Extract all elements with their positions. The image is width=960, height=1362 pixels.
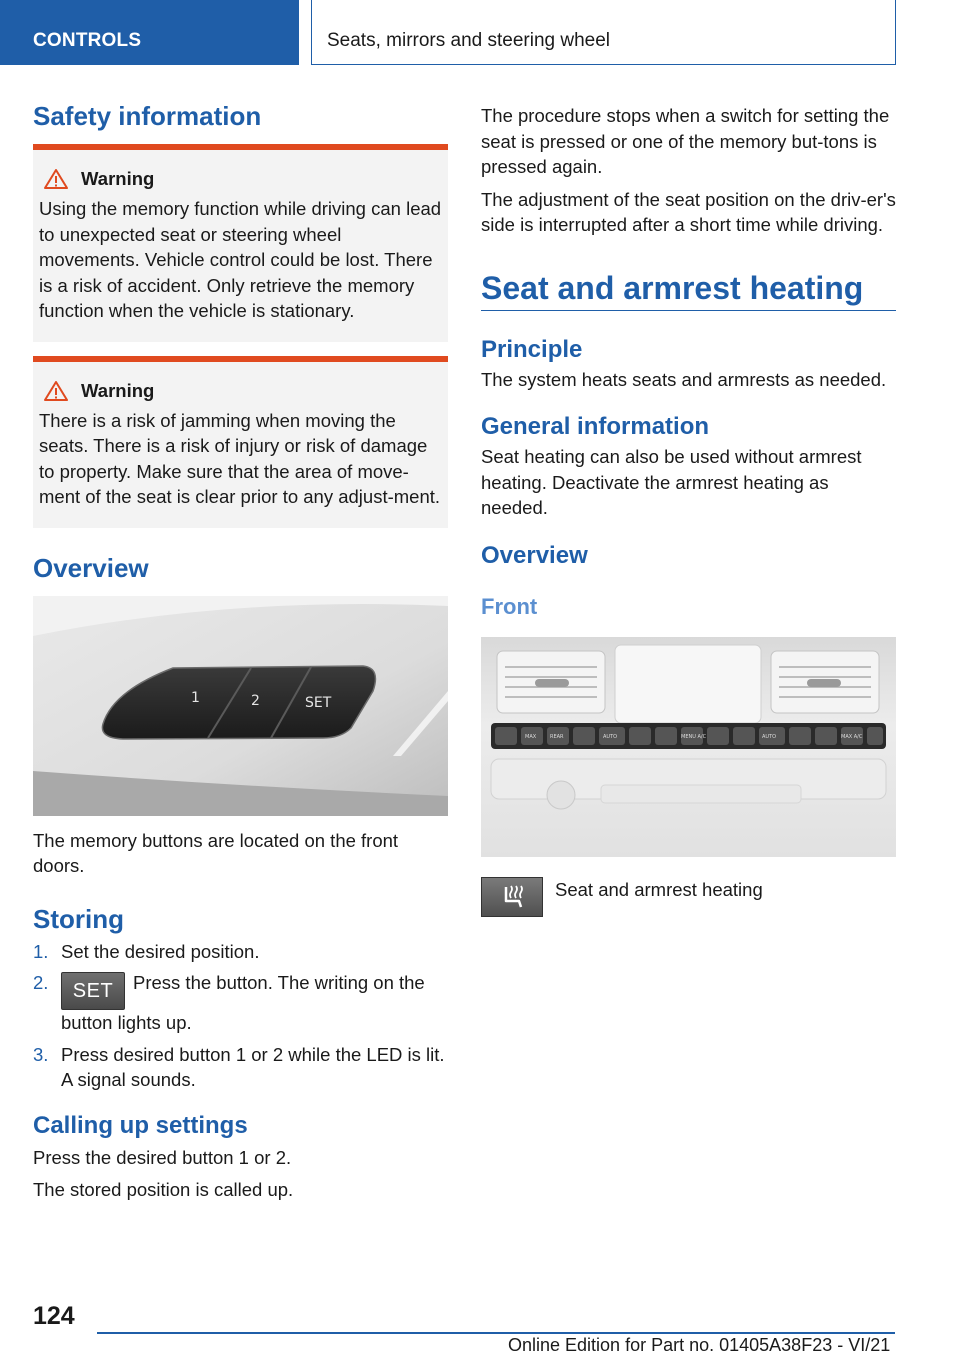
calling-title: Calling up settings: [33, 1111, 248, 1139]
step-number: 2.: [33, 972, 49, 993]
set-button-icon: SET: [61, 972, 125, 1010]
seat-heating-icon: [497, 883, 527, 911]
list-item: [33, 939, 448, 965]
page-number: 124: [33, 1302, 75, 1330]
principle-title: Principle: [481, 335, 583, 363]
overview-title-right: Overview: [481, 541, 588, 569]
warning-header: [43, 380, 442, 402]
warning-label: Warning: [81, 379, 155, 401]
panel-label-auto-left: AUTO: [603, 733, 618, 740]
list-item: [33, 1042, 448, 1093]
right-column: [481, 100, 896, 917]
safety-title: Safety information: [33, 101, 262, 131]
panel-label-max-ac: MAX A/C: [841, 733, 863, 740]
heating-title: Seat and armrest heating: [481, 269, 864, 306]
calling-text-1: Press the desired button 1 or 2.: [33, 1146, 292, 1168]
footer-divider: [97, 1332, 895, 1334]
list-item: [33, 970, 448, 1036]
memory-button-2-label: 2: [251, 692, 260, 709]
legend-row: [481, 877, 896, 917]
storing-steps: [33, 939, 448, 1093]
header-section-label: CONTROLS: [33, 30, 142, 51]
adjustment-text: The adjustment of the seat position on the driv-er's side is interrupted after a short time while driving.: [481, 188, 896, 235]
seat-heating-button-icon: [481, 877, 543, 917]
principle-text: The system heats seats and armrests as needed.: [481, 368, 887, 390]
left-column: [33, 100, 448, 1203]
calling-text-2: The stored position is called up.: [33, 1179, 294, 1200]
memory-buttons-photo: [33, 596, 448, 816]
panel-label-auto-right: AUTO: [762, 733, 777, 740]
header-chapter-box: [311, 0, 896, 65]
step-text: Press the button. The writing on the button lights up.: [61, 972, 425, 1033]
header-section-tab: [0, 0, 299, 65]
warning-triangle-icon: [43, 168, 69, 190]
climate-panel-photo: [481, 637, 896, 857]
warning-label: Warning: [81, 168, 155, 189]
heating-title-block: [481, 268, 896, 311]
warning-text: Using the memory function while driving can lead to unexpected seat or steering wheel movements. Vehicle control could be lost. There is a risk of accident. Only retrieve the memory function when the vehicle is stationary.: [39, 198, 442, 321]
warning-header: [43, 168, 442, 190]
step-number: 3.: [33, 1043, 49, 1065]
general-info-title: General information: [481, 413, 710, 440]
memory-button-set-label: SET: [305, 694, 332, 711]
panel-label-max: MAX: [525, 733, 537, 740]
overview-text: The memory buttons are located on the front doors.: [33, 829, 399, 876]
header-chapter-label: Seats, mirrors and steering wheel: [327, 30, 611, 51]
step-number: 1.: [33, 940, 49, 962]
warning-box-2: [33, 356, 448, 528]
warning-triangle-icon: [43, 380, 69, 402]
panel-label-rear: REAR: [550, 733, 564, 740]
warning-box-1: [33, 144, 448, 342]
storing-title: Storing: [33, 903, 124, 934]
step-text: Set the desired position.: [61, 940, 260, 962]
warning-text: There is a risk of jamming when moving the seats. There is a risk of injury or risk of damage to property. Make sure that the area of move-ment of the seat is clear prior to any adjust-ment.: [39, 409, 441, 507]
legend-text: Seat and armrest heating: [555, 878, 763, 900]
step-text: Press desired button 1 or 2 while the LED is lit. A signal sounds.: [61, 1043, 445, 1090]
procedure-text: The procedure stops when a switch for setting the seat is pressed or one of the memory but-tons is pressed again.: [481, 105, 890, 177]
panel-label-menu: MENU A/C: [681, 733, 707, 740]
front-title: Front: [481, 593, 538, 619]
general-info-text: Seat heating can also be used without armrest heating. Deactivate the armrest heating as needed.: [481, 446, 862, 518]
footer-edition: Online Edition for Part no. 01405A38F23 - VI/21: [508, 1335, 891, 1355]
overview-title: Overview: [33, 552, 149, 583]
memory-button-1-label: 1: [191, 689, 200, 706]
